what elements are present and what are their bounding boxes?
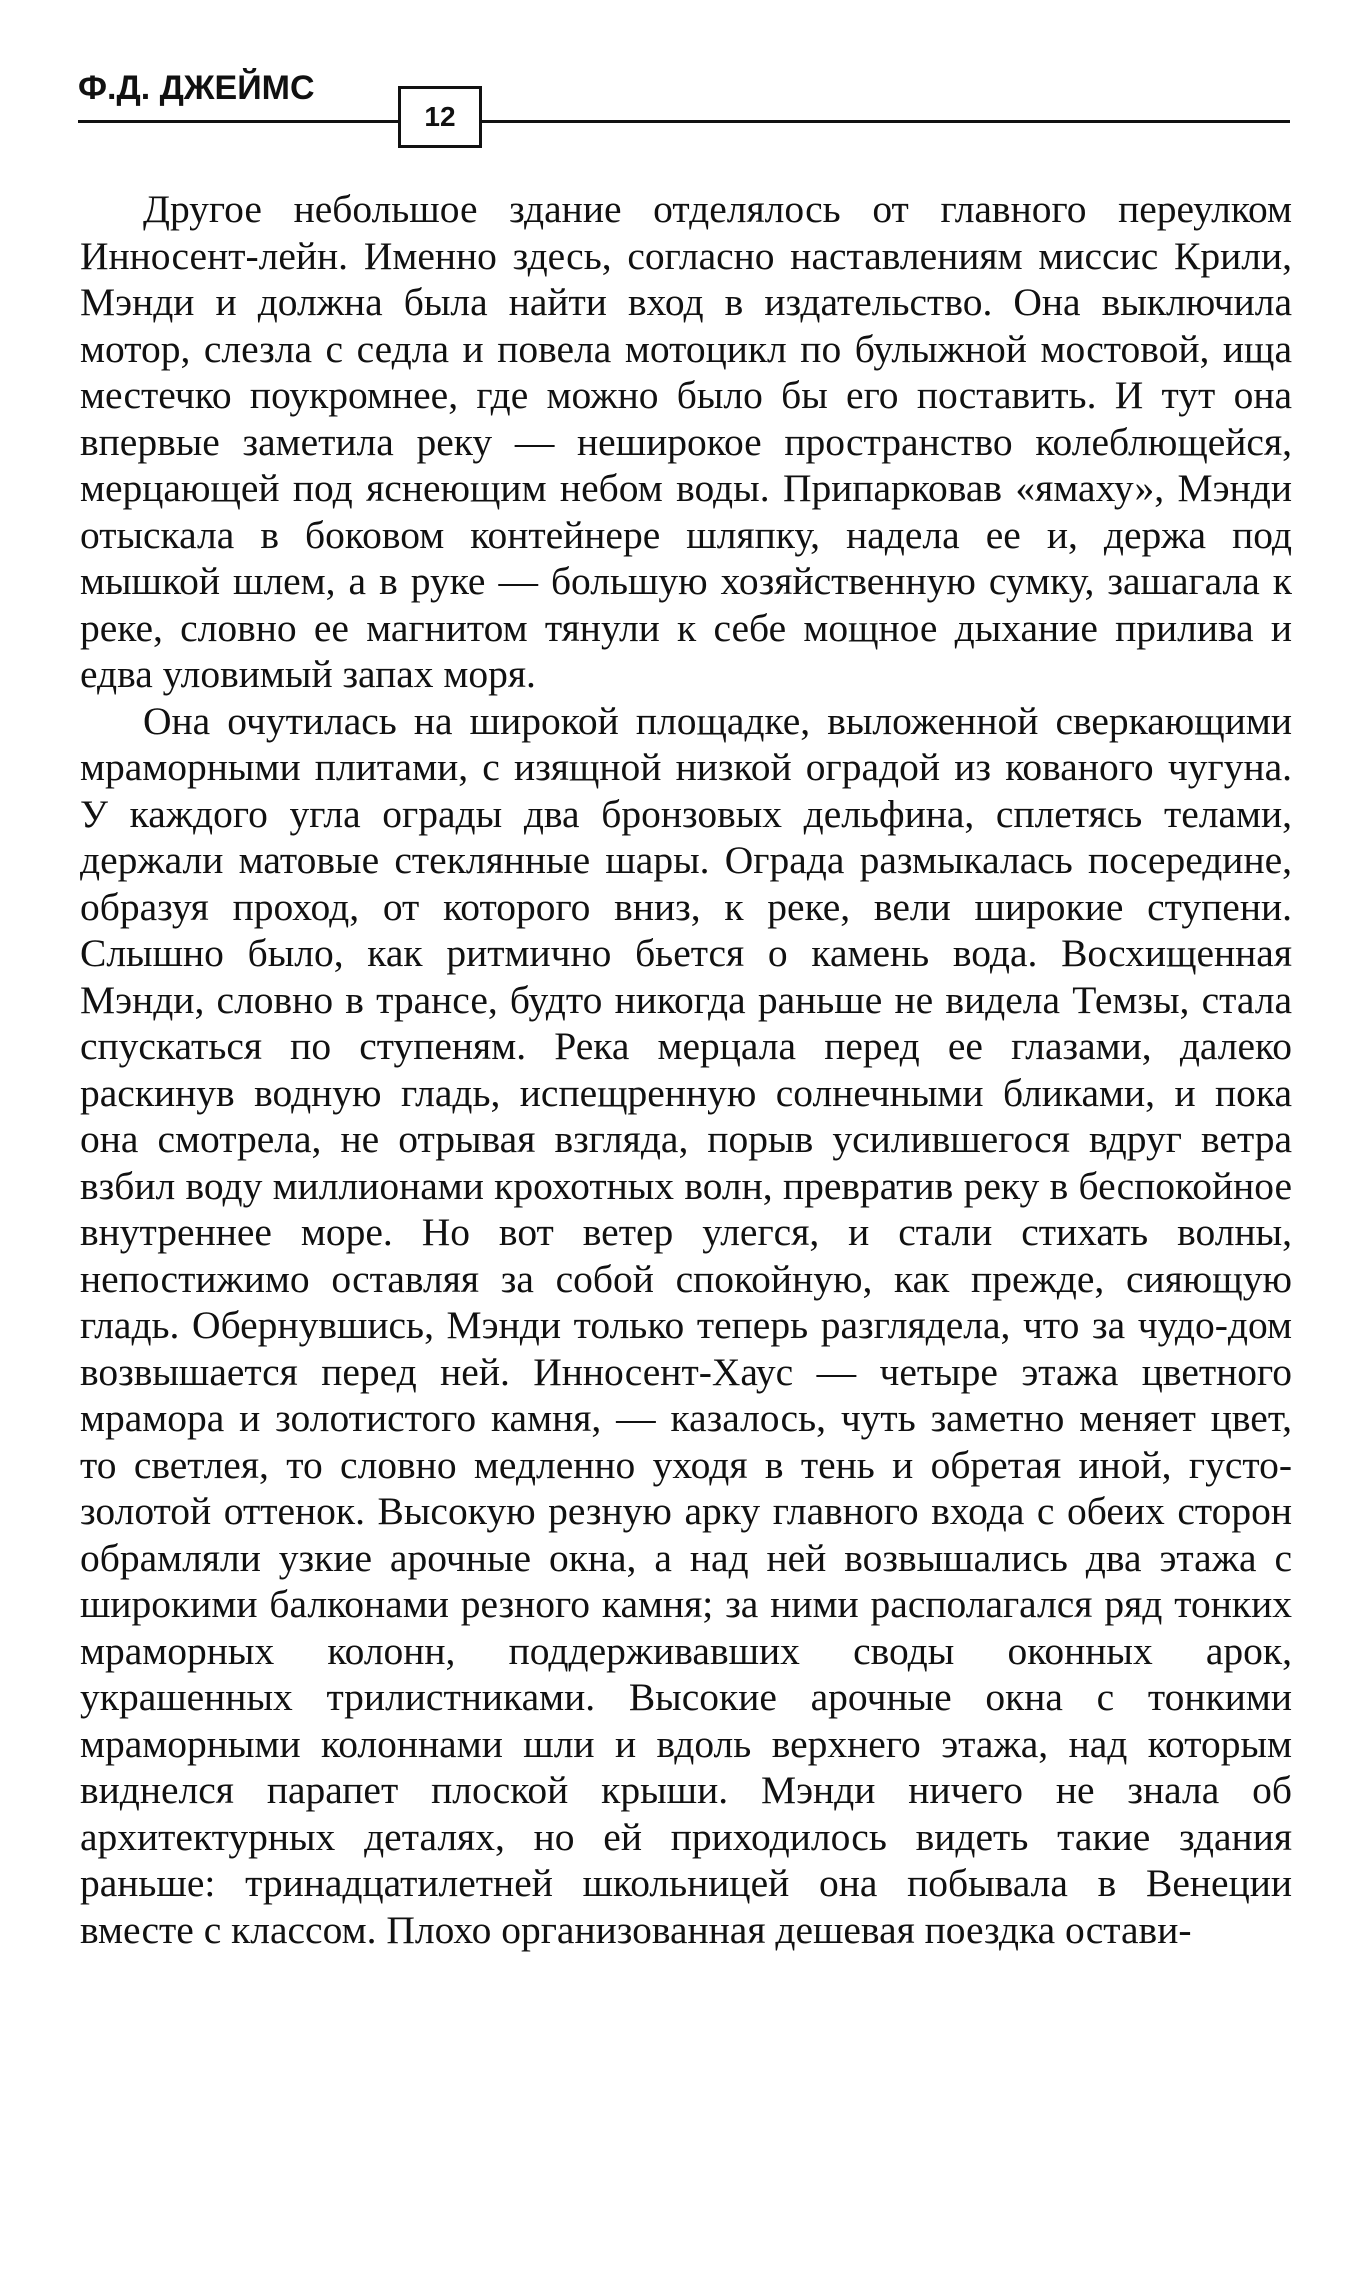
paragraph-2: Она очутилась на широкой площадке, выложенной сверкающими мраморными плитами, с изящной низкой оградой из кованого чугуна. У каждого угла ограды два бронзовых дельфина, сплетясь телами, держали матовые стеклянные шары. Ограда размыкалась посередине, образуя проход, от которого вниз, к реке, вели широкие ступени. Слышно было, как ритмично бьется о камень вода. Восхищенная Мэнди, словно в трансе, будто никогда раньше не видела Темзы, стала спускаться по ступеням. Река мерцала перед ее глазами, далеко раскинув водную гладь, испещренную солнечными бликами, и пока она смотрела, не отрывая взгляда, порыв усилившегося вдруг ветра взбил воду миллионами крохотных волн, превратив реку в беспокойное внутреннее море. Но вот ветер улегся, и стали стихать волны, непостижимо оставляя за собой спокойную, как прежде, сияющую гладь. Обернувшись, Мэнди только теперь разглядела, что за чудо-дом возвышается перед ней. Инносент-Хаус — четыре этажа цветного мрамора и золотистого камня, — казалось, чуть заметно меняет цвет, то светлея, то словно медленно уходя в тень и обретая иной, густо-золотой оттенок. Высокую резную арку главного входа с обеих сторон обрамляли узкие арочные окна, а над ней возвышались два этажа с широкими балконами резного камня; за ними располагался ряд тонких мраморных колонн, поддерживавших своды оконных арок, украшенных трилистниками. Высокие арочные окна с тонкими мраморными колоннами шли и вдоль верхнего этажа, над которым виднелся парапет плоской крыши. Мэнди ничего не знала об архитектурных деталях, но ей приходилось видеть такие здания раньше: тринадцатилетней школьницей она побывала в Венеции вместе с классом. Плохо организованная дешевая поездка остави-: [80, 698, 1292, 1952]
paragraph-1: Другое небольшое здание отделялось от главного переулком Инносент-лейн. Именно здесь, согласно наставлениям миссис Крили, Мэнди и должна была найти вход в издательство. Она выключила мотор, слезла с седла и повела мотоцикл по булыжной мостовой, ища местечко поукромнее, где можно было бы его поставить. И тут она впервые заметила реку — неширокое пространство колеблющейся, мерцающей под яснеющим небом воды. Припарковав «ямаху», Мэнди отыскала в боковом контейнере шляпку, надела ее и, держа под мышкой шлем, а в руке — большую хозяйственную сумку, зашагала к реке, словно ее магнитом тянули к себе мощное дыхание прилива и едва уловимый запах моря.: [80, 187, 1292, 696]
body-text: [80, 186, 1292, 1953]
page-number: 12: [398, 86, 482, 148]
header-rule-right: [482, 120, 1290, 123]
header-rule-left: [78, 120, 398, 123]
running-head-author: Ф.Д. ДЖЕЙМС: [78, 69, 315, 107]
